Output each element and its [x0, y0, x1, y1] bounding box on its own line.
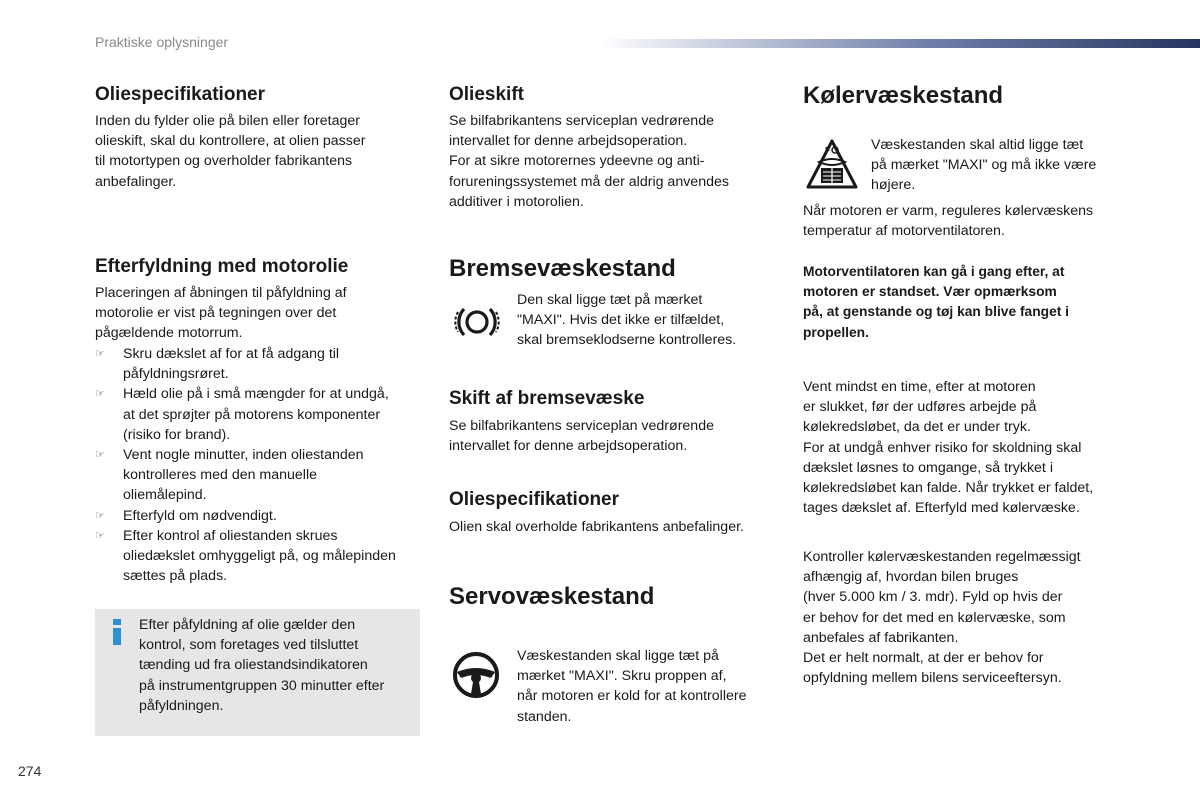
svg-text:F: F	[825, 146, 830, 155]
text-line: forureningssystemet må der aldrig anvendes	[449, 173, 729, 190]
section-title-servovaeskestand: Servovæskestand	[449, 583, 655, 610]
text-line: Vent mindst en time, efter at motoren	[803, 379, 1036, 395]
text-line: at det sprøjter på motorens komponenter	[123, 406, 381, 423]
text-line: mærket "MAXI". Skru proppen af,	[517, 668, 727, 685]
skift-text	[449, 416, 779, 456]
text-line: temperatur af motorventilatoren.	[803, 223, 1005, 240]
page-number: 274	[18, 763, 42, 779]
text-line: motorolie er vist på tegningen over det	[95, 305, 337, 322]
text-line: Efterfyld om nødvendigt.	[123, 507, 277, 524]
coolant-warning-icon	[805, 138, 859, 194]
text-line: kontrolleres med den manuelle	[123, 467, 318, 484]
info-box	[95, 609, 420, 736]
pointing-hand-icon: ☞	[95, 388, 105, 401]
text-line: er behov for det med en kølervæske, som	[803, 609, 1066, 626]
text-line: kølekredsløbet kan falde. Når trykket er faldet,	[803, 480, 1094, 497]
koler-text-1	[803, 201, 1123, 241]
text-line: motoren er standset. Vær opmærksom	[803, 284, 1057, 300]
text-line: olieskift, skal du kontrollere, at olien passer	[95, 133, 366, 150]
olieskift-text	[449, 111, 779, 212]
text-line: additiver i motorolien.	[449, 193, 584, 210]
efterfyld-text	[95, 283, 425, 344]
text-line: (hver 5.000 km / 3. mdr). Fyld op hvis der	[803, 589, 1063, 606]
pointing-hand-icon: ☞	[95, 509, 105, 522]
text-line: kølekredsløbet, da det er under tryk.	[803, 419, 1031, 436]
pointing-hand-icon: ☞	[95, 348, 105, 360]
text-line: påfyldningsrøret.	[123, 366, 229, 383]
text-line: Olien skal overholde fabrikantens anbefalinger.	[449, 519, 744, 535]
text-line: oliedækslet omhyggeligt på, og målepinden	[123, 548, 396, 565]
text-line: højere.	[871, 177, 916, 194]
info-text	[139, 615, 414, 716]
list-item	[95, 526, 425, 587]
section-title-efterfyldning: Efterfyldning med motorolie	[95, 256, 349, 277]
text-line: (risiko for brand).	[123, 426, 231, 443]
text-line: Motorventilatoren kan gå i gang efter, at	[803, 264, 1065, 279]
list-item	[95, 506, 425, 526]
text-line: Skru dækslet af for at få adgang til	[123, 346, 340, 362]
text-line: Det er helt normalt, at der er behov for	[803, 650, 1044, 667]
text-line: skal bremseklodserne kontrolleres.	[517, 332, 737, 349]
section-title-skift-af-bremsevaeske: Skift af bremsevæske	[449, 388, 645, 409]
text-line: Inden du fylder olie på bilen eller foretager	[95, 113, 361, 129]
text-line: intervallet for denne arbejdsoperation.	[449, 133, 688, 150]
text-line: pågældende motorrum.	[95, 325, 243, 342]
text-line: på, at genstande og tøj kan blive fanget i	[803, 304, 1070, 320]
text-line: Hæld olie på i små mængder for at undgå,	[123, 386, 389, 403]
pointing-hand-icon: ☞	[95, 449, 105, 462]
pointing-hand-icon: ☞	[95, 529, 105, 542]
list-item	[95, 445, 425, 506]
text-line: intervallet for denne arbejdsoperation.	[449, 438, 688, 455]
text-line: Placeringen af åbningen til påfyldning af	[95, 285, 347, 301]
brake-warning-icon	[454, 303, 500, 341]
oliespec2-text	[449, 517, 779, 537]
text-line: opfyldning mellem bilens serviceeftersyn.	[803, 670, 1062, 687]
text-line: For at sikre motorernes ydeevne og anti-	[449, 153, 705, 170]
text-line: Se bilfabrikantens serviceplan vedrørende	[449, 418, 714, 434]
text-line: Vent nogle minutter, inden oliestanden	[123, 447, 364, 464]
koler-text-3	[803, 547, 1123, 688]
text-line: Se bilfabrikantens serviceplan vedrørende	[449, 113, 714, 129]
list-item	[95, 384, 425, 445]
text-line: propellen.	[803, 324, 869, 340]
text-line: på mærket "MAXI" og må ikke være	[871, 157, 1097, 174]
text-line: Kontroller kølervæskestanden regelmæssigt	[803, 549, 1081, 565]
running-header: Praktiske oplysninger	[95, 34, 229, 50]
text-line: afhængig af, hvordan bilen bruges	[803, 569, 1019, 586]
text-line: anbefalinger.	[95, 173, 177, 190]
section-title-olieskift: Olieskift	[449, 84, 524, 105]
text-line: Den skal ligge tæt på mærket	[517, 292, 703, 308]
text-line: kontrol, som foretages ved tilsluttet	[139, 637, 359, 654]
text-line: tænding ud fra oliestandsindikatoren	[139, 657, 368, 674]
text-line: på instrumentgruppen 30 minutter efter	[139, 677, 385, 694]
text-line: Væskestanden skal altid ligge tæt	[871, 137, 1084, 153]
text-line: dækslet løsnes to omgange, så trykket i	[803, 459, 1053, 476]
list-item	[95, 344, 425, 384]
efterfyld-bullets	[95, 344, 425, 586]
text-line: "MAXI". Hvis det ikke er tilfældet,	[517, 312, 725, 329]
section-title-kolervaeskestand: Kølervæskestand	[803, 82, 1004, 109]
koler-icon-text	[871, 135, 1123, 196]
text-line: tages dækslet af. Efterfyld med kølervæske.	[803, 500, 1080, 517]
text-line: til motortypen og overholder fabrikantens	[95, 153, 353, 170]
text-line: Efter påfyldning af olie gælder den	[139, 617, 356, 633]
header-bar	[600, 39, 1200, 48]
servo-text	[517, 646, 779, 727]
text-line: For at undgå enhver risiko for skoldning skal	[803, 439, 1082, 456]
text-line: oliemålepind.	[123, 487, 207, 504]
text-line: når motoren er kold for at kontrollere	[517, 688, 747, 705]
steering-wheel-icon	[451, 650, 501, 700]
text-line: påfyldningen.	[139, 697, 224, 714]
oliespec-text	[95, 111, 425, 192]
section-title-oliespecifikationer: Oliespecifikationer	[95, 84, 266, 105]
text-line: Væskestanden skal ligge tæt på	[517, 648, 719, 664]
koler-warning	[803, 262, 1123, 343]
text-line: Når motoren er varm, reguleres kølervæskens	[803, 203, 1094, 219]
text-line: er slukket, før der udføres arbejde på	[803, 399, 1037, 416]
bremse-text	[517, 290, 779, 351]
info-icon	[111, 619, 123, 645]
section-title-bremsevaeskestand: Bremsevæskestand	[449, 255, 676, 282]
text-line: sættes på plads.	[123, 568, 228, 585]
text-line: Efter kontrol af oliestanden skrues	[123, 527, 338, 544]
section-title-oliespecifikationer-2: Oliespecifikationer	[449, 489, 620, 510]
text-line: anbefales af fabrikanten.	[803, 629, 959, 646]
koler-text-2	[803, 377, 1123, 518]
text-line: standen.	[517, 708, 572, 725]
